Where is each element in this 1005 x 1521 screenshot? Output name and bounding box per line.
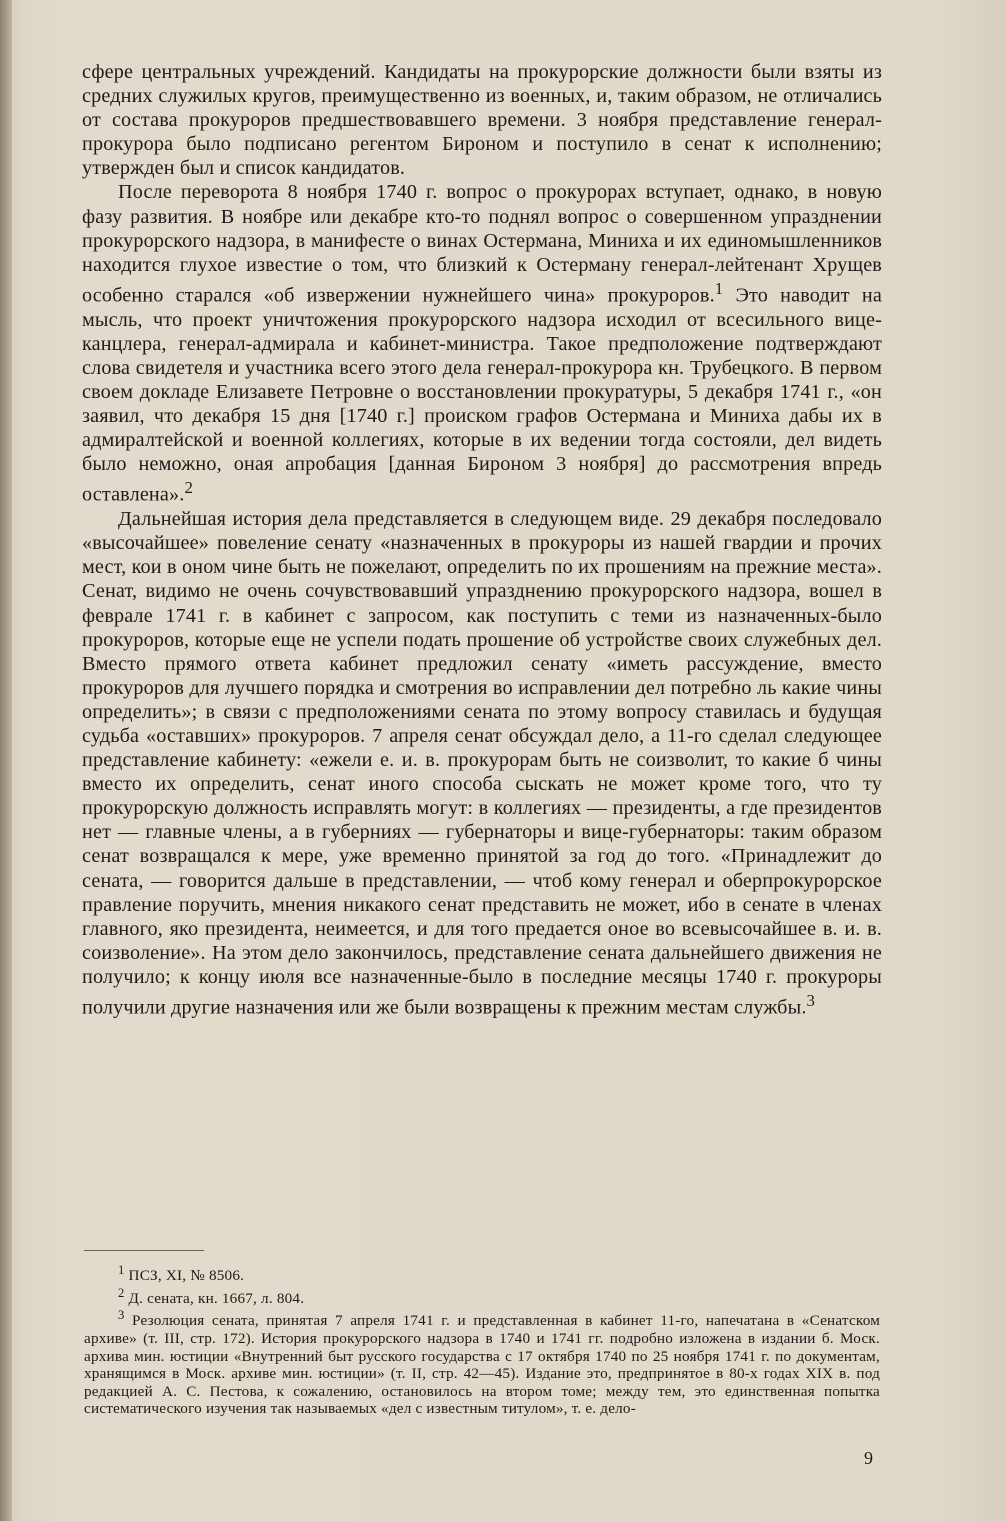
footnote-ref-3[interactable]: 3: [806, 991, 816, 1011]
footnotes: [84, 1262, 880, 1418]
footnote-1: $^1$ ПСЗ, XI, № 8506.: [118, 1263, 245, 1285]
footnote-2: $^2$ Д. сената, кн. 1667, л. 804.: [118, 1285, 305, 1307]
paragraph-2: После переворота 8 ноября 1740 г. вопрос о прокурорах вступает, однако, в новую фазу развития. В ноябре или декабре кто-то поднял вопрос о совершенном упразднении прокурорского надзора, в манифесте о винах Остермана, Миниха и их единомышленников находится глухое известие о том, что близкий к Остерману генерал-лейтенант Хрущев особенно старался «об извержении нужнейшего чина» прокуроров.$^1$ Это наводит на мысль, что проект уничтожения прокурорского надзора исходил от всесильного вице-канцлера, генерал-адмирала и кабинет-министра. Такое предположение подтверждают слова свидетеля и участника всего этого дела генерал-прокурора кн. Трубецкого. В первом своем докладе Елизавете Петровне о восстановлении прокуратуры, 5 декабря 1741 г., «он заявил, что декабря 15 дня [1740 г.] происком графов Остермана и Миниха дабы их в адмиралтейской и военной коллегиях, которые в их ведении тогда состояли, дел видеть было неможно, оная апробация [данная Бироном 3 ноября] до рассмотрения впредь оставлена».$^2$: [82, 181, 882, 507]
book-spine-shadow: [0, 0, 12, 1521]
footnote-ref-1[interactable]: 1: [714, 278, 724, 298]
page-number: 9: [864, 1448, 873, 1468]
footnote-ref-2[interactable]: 2: [184, 478, 194, 498]
paragraph-1: сфере центральных учреждений. Кандидаты на прокурорские должности были взяты из средних служилых кругов, преимущественно из военных, и, таким образом, не отличались от состава прокуроров предшествовавшего времени. 3 ноября представление генерал-прокурора было подписано регентом Бироном и поступило в сенат к исполнению; утвержден был и список кандидатов.: [82, 61, 882, 180]
footnote-divider: [84, 1250, 204, 1251]
paragraph-3: Дальнейшая история дела представляется в следующем виде. 29 декабря последовало «высочайшее» повеление сенату «назначенных в прокуроры из нашей гвардии и прочих мест, кои в оном чине быть не пожелают, определить по их прошениям на прежние места». Сенат, видимо не очень сочувствовавший упразднению прокурорского надзора, вошел в феврале 1741 г. в кабинет с запросом, как поступить с теми из назначенных-было прокуроров, которые еще не успели подать прошение об устройстве своих служебных дел. Вместо прямого ответа кабинет предложил сенату «иметь рассуждение, вместо прокуроров для лучшего порядка и смотрения во исправлении дел потребно ль какие чины определить»; в связи с предположениями сената по этому вопросу ставилась и будущая судьба «оставших» прокуроров. 7 апреля сенат обсуждал дело, а 11-го сделал следующее представление кабинету: «ежели е. и. в. прокурорам быть не соизволит, то какие б чины вместо их определить, сенат иного способа сыскать не может кроме того, что ту прокурорскую должность исправлять могут: в коллегиях — президенты, а где президентов нет — главные члены, а в губерниях — губернаторы и вице-губернаторы: таким образом сенат возвращался к мере, уже временно принятой за год до того. «Принадлежит до сената, — говорится дальше в представлении, — чтоб кому генерал и оберпрокурорское правление поручить, мнения никакого сенат представить не может, ибо в сенате в членах главного, яко президента, неимеется, и для того предается оное во всевысочайшее в. и. в. соизволение». На этом дело закончилось, представление сената дальнейшего движения не получило; к концу июля все назначенные-было в последние месяцы 1740 г. прокуроры получили другие назначения или же были возвращены к прежним местам службы.$^3$: [82, 508, 882, 1019]
main-text: [82, 60, 882, 1020]
footnote-3: $^3$ Резолюция сената, принятая 7 апреля 1741 г. и представленная в кабинет 11-го, напечатана в «Сенатском архиве» (т. III, стр. 172). История прокурорского надзора в 1740 и 1741 гг. подробно изложена в издании б. Моск. архива мин. юстиции «Внутренний быт русского государства с 17 октября 1740 по 25 ноября 1741 г. по документам, хранящимся в Моск. архиве мин. юстиции» (т. II, стр. 42—45). Издание это, предпринятое в 80-х годах XIX в. под редакцией А. С. Пестова, к сожалению, остановилось на втором томе; между тем, это единственная попытка систематического изучения так называемых «дел с известным титулом», т. е. дело-: [84, 1308, 881, 1418]
